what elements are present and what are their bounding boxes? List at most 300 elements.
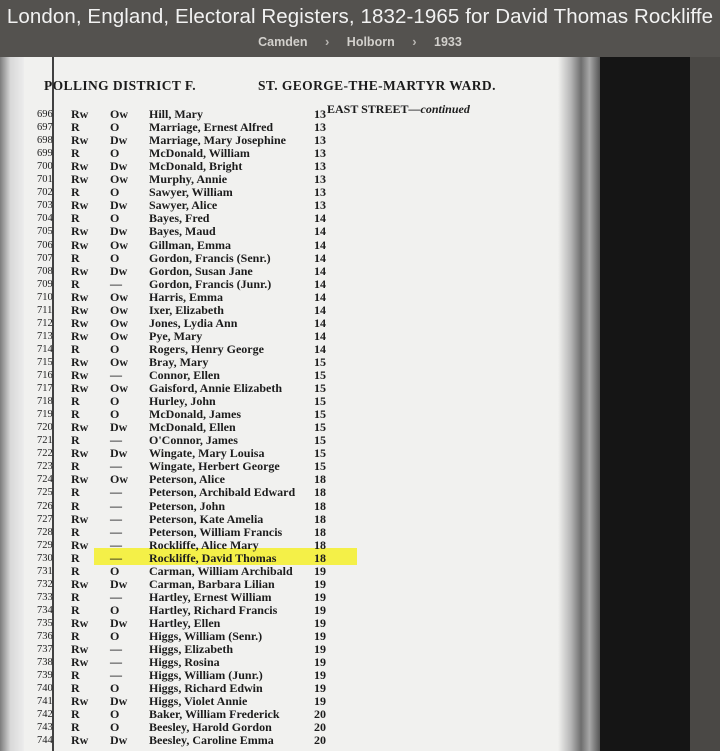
elector-name: Hartley, Richard Francis bbox=[149, 602, 278, 617]
register-entry bbox=[24, 604, 584, 617]
house-number: 18 bbox=[314, 550, 326, 565]
house-number: 19 bbox=[314, 681, 326, 696]
occupation-code: — bbox=[110, 276, 122, 291]
occupation-code: — bbox=[110, 524, 122, 539]
occupation-code: O bbox=[110, 563, 120, 578]
register-entry bbox=[24, 434, 584, 447]
occupation-code: Dw bbox=[110, 615, 128, 630]
occupation-code: — bbox=[110, 537, 122, 552]
elector-name: Bayes, Maud bbox=[149, 224, 216, 239]
qualification-code: Rw bbox=[71, 315, 89, 330]
occupation-code: — bbox=[110, 668, 122, 683]
house-number: 13 bbox=[314, 159, 326, 174]
house-number: 19 bbox=[314, 615, 326, 630]
occupation-code: Ow bbox=[110, 315, 128, 330]
occupation-code: Dw bbox=[110, 133, 128, 148]
qualification-code: R bbox=[71, 485, 80, 500]
qualification-code: R bbox=[71, 120, 80, 135]
house-number: 15 bbox=[314, 433, 326, 448]
register-entry bbox=[24, 369, 584, 382]
qualification-code: R bbox=[71, 459, 80, 474]
occupation-code: Dw bbox=[110, 159, 128, 174]
house-number: 14 bbox=[314, 315, 326, 330]
occupation-code: — bbox=[110, 642, 122, 657]
elector-name: Higgs, William (Senr.) bbox=[149, 629, 263, 643]
entry-number: 720 bbox=[37, 422, 53, 434]
house-number: 13 bbox=[314, 185, 326, 200]
house-number: 15 bbox=[314, 354, 326, 369]
occupation-code: — bbox=[110, 485, 122, 500]
qualification-code: Rw bbox=[71, 354, 89, 369]
house-number: 20 bbox=[314, 720, 326, 735]
entry-number: 735 bbox=[37, 617, 53, 629]
elector-name: Hartley, Ellen bbox=[149, 615, 221, 630]
register-entry bbox=[24, 395, 584, 408]
occupation-code: Dw bbox=[110, 198, 128, 213]
house-number: 15 bbox=[314, 446, 326, 461]
entry-number: 709 bbox=[37, 278, 53, 290]
qualification-code: Rw bbox=[71, 224, 89, 239]
occupation-code: O bbox=[110, 681, 120, 696]
occupation-code: Dw bbox=[110, 694, 128, 709]
qualification-code: Rw bbox=[71, 655, 89, 670]
register-entry bbox=[24, 734, 584, 747]
house-number: 19 bbox=[314, 668, 326, 683]
house-number: 13 bbox=[314, 146, 326, 161]
occupation-code: Dw bbox=[110, 420, 128, 435]
house-number: 13 bbox=[314, 107, 326, 121]
elector-name: Bayes, Fred bbox=[149, 211, 210, 226]
elector-name: Harris, Emma bbox=[149, 289, 223, 304]
occupation-code: — bbox=[110, 459, 122, 474]
house-number: 18 bbox=[314, 472, 326, 487]
register-entry bbox=[24, 252, 584, 265]
register-entry bbox=[24, 552, 584, 565]
entry-number: 699 bbox=[37, 148, 53, 160]
entry-number: 718 bbox=[37, 396, 53, 408]
elector-name: Gaisford, Annie Elizabeth bbox=[149, 381, 283, 396]
register-entry bbox=[24, 656, 584, 669]
house-number: 20 bbox=[314, 707, 326, 722]
qualification-code: R bbox=[71, 563, 80, 578]
entry-number: 708 bbox=[37, 265, 53, 277]
entry-number: 717 bbox=[37, 383, 53, 395]
entry-number: 707 bbox=[37, 252, 53, 264]
occupation-code: O bbox=[110, 211, 120, 226]
entry-number: 698 bbox=[37, 135, 53, 147]
occupation-code: — bbox=[110, 433, 122, 448]
house-number: 19 bbox=[314, 629, 326, 643]
entry-number: 733 bbox=[37, 591, 53, 603]
entry-number: 739 bbox=[37, 670, 53, 682]
qualification-code: R bbox=[71, 629, 80, 643]
qualification-code: Rw bbox=[71, 615, 89, 630]
entry-number: 700 bbox=[37, 161, 53, 173]
register-entry bbox=[24, 473, 584, 486]
register-entry bbox=[24, 199, 584, 212]
house-number: 18 bbox=[314, 537, 326, 552]
elector-name: McDonald, Bright bbox=[149, 159, 243, 174]
occupation-code: O bbox=[110, 602, 120, 617]
occupation-code: O bbox=[110, 250, 120, 265]
street-continued: —continued bbox=[408, 102, 470, 116]
house-number: 19 bbox=[314, 602, 326, 617]
house-number: 19 bbox=[314, 694, 326, 709]
register-entry bbox=[24, 186, 584, 199]
house-number: 18 bbox=[314, 498, 326, 513]
qualification-code: R bbox=[71, 407, 80, 422]
entry-number: 737 bbox=[37, 644, 53, 656]
street-name: EAST STREET bbox=[327, 102, 409, 116]
elector-name: McDonald, William bbox=[149, 146, 250, 161]
qualification-code: R bbox=[71, 211, 80, 226]
register-entry bbox=[24, 565, 584, 578]
entry-number: 706 bbox=[37, 239, 53, 251]
qualification-code: R bbox=[71, 524, 80, 539]
house-number: 13 bbox=[314, 133, 326, 148]
elector-name: Higgs, Richard Edwin bbox=[149, 681, 263, 696]
chevron-right-icon: › bbox=[324, 34, 330, 49]
entry-number: 725 bbox=[37, 487, 53, 499]
house-number: 18 bbox=[314, 511, 326, 526]
occupation-code: Dw bbox=[110, 576, 128, 591]
register-entry bbox=[24, 317, 584, 330]
viewer-edge bbox=[690, 57, 720, 751]
register-entry bbox=[24, 330, 584, 343]
register-entry bbox=[24, 278, 584, 291]
register-entry bbox=[24, 682, 584, 695]
house-number: 14 bbox=[314, 211, 326, 226]
breadcrumb-1933[interactable]: 1933 bbox=[434, 35, 462, 49]
qualification-code: R bbox=[71, 394, 80, 409]
breadcrumb-camden[interactable]: Camden bbox=[258, 35, 308, 49]
elector-name: Carman, Barbara Lilian bbox=[149, 576, 275, 591]
register-entry bbox=[24, 695, 584, 708]
house-number: 18 bbox=[314, 524, 326, 539]
elector-name: Hartley, Ernest William bbox=[149, 589, 272, 604]
qualification-code: Rw bbox=[71, 694, 89, 709]
occupation-code: Ow bbox=[110, 107, 128, 121]
entry-number: 713 bbox=[37, 330, 53, 342]
polling-district-heading: POLLING DISTRICT F. bbox=[44, 78, 197, 93]
elector-name: Carman, William Archibald bbox=[149, 563, 293, 578]
record-title: London, England, Electoral Registers, 1832-1965 for David Thomas Rockliffe bbox=[6, 5, 714, 28]
register-entry bbox=[24, 108, 584, 121]
qualification-code: R bbox=[71, 341, 80, 356]
house-number: 14 bbox=[314, 276, 326, 291]
register-entry bbox=[24, 526, 584, 539]
register-entry bbox=[24, 421, 584, 434]
register-entry bbox=[24, 486, 584, 499]
qualification-code: Rw bbox=[71, 328, 89, 343]
qualification-code: Rw bbox=[71, 289, 89, 304]
register-entry bbox=[24, 591, 584, 604]
register-entry bbox=[24, 121, 584, 134]
house-number: 15 bbox=[314, 420, 326, 435]
occupation-code: Ow bbox=[110, 289, 128, 304]
elector-name: Higgs, William (Junr.) bbox=[149, 668, 263, 683]
entry-number: 728 bbox=[37, 526, 53, 538]
entry-number: 702 bbox=[37, 187, 53, 199]
entry-number: 724 bbox=[37, 474, 53, 486]
elector-name: Higgs, Elizabeth bbox=[149, 642, 234, 657]
qualification-code: Rw bbox=[71, 381, 89, 396]
house-number: 15 bbox=[314, 407, 326, 422]
entry-number: 697 bbox=[37, 122, 53, 134]
qualification-code: R bbox=[71, 681, 80, 696]
elector-name: Wingate, Herbert George bbox=[149, 459, 280, 474]
house-number: 13 bbox=[314, 120, 326, 135]
house-number: 15 bbox=[314, 459, 326, 474]
qualification-code: Rw bbox=[71, 368, 89, 382]
house-number: 18 bbox=[314, 485, 326, 500]
register-entry bbox=[24, 239, 584, 252]
register-entry bbox=[24, 408, 584, 421]
entry-number: 734 bbox=[37, 604, 53, 616]
entry-number: 715 bbox=[37, 356, 53, 368]
elector-name: Higgs, Rosina bbox=[149, 655, 220, 670]
entry-number: 714 bbox=[37, 343, 53, 355]
entry-number: 731 bbox=[37, 565, 53, 577]
occupation-code: — bbox=[110, 550, 122, 565]
occupation-code: — bbox=[110, 498, 122, 513]
entry-number: 696 bbox=[37, 109, 53, 120]
qualification-code: Rw bbox=[71, 733, 89, 748]
entry-number: 711 bbox=[37, 304, 53, 316]
qualification-code: Rw bbox=[71, 302, 89, 317]
occupation-code: Ow bbox=[110, 328, 128, 343]
qualification-code: R bbox=[71, 433, 80, 448]
elector-name: Pye, Mary bbox=[149, 328, 203, 343]
register-entry bbox=[24, 669, 584, 682]
entry-number: 703 bbox=[37, 200, 53, 212]
elector-name: Bray, Mary bbox=[149, 354, 209, 369]
occupation-code: O bbox=[110, 720, 120, 735]
book-gutter bbox=[558, 57, 600, 751]
entry-number: 736 bbox=[37, 631, 53, 642]
elector-name: Ixer, Elizabeth bbox=[149, 302, 224, 317]
scan-background bbox=[600, 57, 690, 751]
register-entry bbox=[24, 643, 584, 656]
elector-name: Peterson, Kate Amelia bbox=[149, 511, 264, 526]
qualification-code: Rw bbox=[71, 537, 89, 552]
occupation-code: O bbox=[110, 629, 120, 643]
entry-number: 744 bbox=[37, 735, 53, 747]
elector-name: Gordon, Francis (Senr.) bbox=[149, 250, 271, 265]
entry-number: 721 bbox=[37, 435, 53, 447]
register-entry bbox=[24, 356, 584, 369]
qualification-code: R bbox=[71, 668, 80, 683]
house-number: 19 bbox=[314, 563, 326, 578]
elector-name: Hurley, John bbox=[149, 394, 216, 409]
qualification-code: Rw bbox=[71, 172, 89, 187]
occupation-code: Ow bbox=[110, 302, 128, 317]
entry-number: 742 bbox=[37, 709, 53, 721]
elector-name: McDonald, Ellen bbox=[149, 420, 236, 435]
elector-name: O'Connor, James bbox=[149, 433, 238, 448]
qualification-code: R bbox=[71, 589, 80, 604]
entry-number: 704 bbox=[37, 213, 53, 225]
breadcrumb-holborn[interactable]: Holborn bbox=[346, 35, 395, 49]
qualification-code: Rw bbox=[71, 237, 89, 252]
register-entry bbox=[24, 147, 584, 160]
occupation-code: Ow bbox=[110, 237, 128, 252]
register-entry bbox=[24, 343, 584, 356]
entry-number: 719 bbox=[37, 409, 53, 421]
occupation-code: Dw bbox=[110, 733, 128, 748]
occupation-code: O bbox=[110, 407, 120, 422]
entry-number: 741 bbox=[37, 696, 53, 708]
elector-name: Marriage, Ernest Alfred bbox=[149, 120, 274, 135]
occupation-code: O bbox=[110, 394, 120, 409]
entry-number: 712 bbox=[37, 317, 53, 329]
qualification-code: Rw bbox=[71, 472, 89, 487]
register-entry bbox=[24, 500, 584, 513]
house-number: 14 bbox=[314, 237, 326, 252]
elector-name: Sawyer, William bbox=[149, 185, 233, 200]
entry-number: 729 bbox=[37, 539, 53, 551]
qualification-code: Rw bbox=[71, 263, 89, 278]
register-entry bbox=[24, 617, 584, 630]
elector-name: Jones, Lydia Ann bbox=[149, 315, 238, 330]
elector-name: Peterson, William Francis bbox=[149, 524, 283, 539]
qualification-code: R bbox=[71, 250, 80, 265]
qualification-code: Rw bbox=[71, 107, 89, 121]
entry-number: 722 bbox=[37, 448, 53, 460]
house-number: 14 bbox=[314, 289, 326, 304]
elector-name: Peterson, John bbox=[149, 498, 225, 513]
scan-edge bbox=[0, 57, 26, 751]
house-number: 20 bbox=[314, 733, 326, 748]
breadcrumb bbox=[0, 34, 720, 49]
register-entry bbox=[24, 291, 584, 304]
house-number: 19 bbox=[314, 576, 326, 591]
register-entry bbox=[24, 721, 584, 734]
elector-name: Peterson, Archibald Edward bbox=[149, 485, 296, 500]
occupation-code: — bbox=[110, 655, 122, 670]
house-number: 14 bbox=[314, 263, 326, 278]
house-number: 14 bbox=[314, 302, 326, 317]
house-number: 15 bbox=[314, 381, 326, 396]
register-entry bbox=[24, 160, 584, 173]
occupation-code: O bbox=[110, 707, 120, 722]
house-number: 19 bbox=[314, 655, 326, 670]
elector-name: McDonald, James bbox=[149, 407, 241, 422]
house-number: 14 bbox=[314, 250, 326, 265]
house-number: 14 bbox=[314, 224, 326, 239]
qualification-code: R bbox=[71, 720, 80, 735]
entry-number: 726 bbox=[37, 500, 53, 512]
occupation-code: O bbox=[110, 341, 120, 356]
house-number: 19 bbox=[314, 642, 326, 657]
page-header bbox=[0, 0, 720, 57]
entry-number: 727 bbox=[37, 513, 53, 525]
register-entry bbox=[24, 382, 584, 395]
entry-number: 743 bbox=[37, 722, 53, 734]
elector-name: Murphy, Annie bbox=[149, 172, 228, 187]
elector-name: Rogers, Henry George bbox=[149, 341, 264, 356]
occupation-code: — bbox=[110, 511, 122, 526]
register-entry bbox=[24, 225, 584, 238]
register-entry bbox=[24, 447, 584, 460]
register-entry bbox=[24, 630, 584, 643]
qualification-code: Rw bbox=[71, 642, 89, 657]
elector-name: Baker, William Frederick bbox=[149, 707, 280, 722]
qualification-code: R bbox=[71, 707, 80, 722]
occupation-code: Ow bbox=[110, 381, 128, 396]
register-entry bbox=[24, 212, 584, 225]
register-entry bbox=[24, 578, 584, 591]
entry-number: 740 bbox=[37, 683, 53, 695]
elector-name: Beesley, Harold Gordon bbox=[149, 720, 272, 735]
register-entry bbox=[24, 265, 584, 278]
elector-name: Connor, Ellen bbox=[149, 368, 220, 382]
elector-name: Marriage, Mary Josephine bbox=[149, 133, 286, 148]
entry-number: 730 bbox=[37, 552, 53, 564]
entry-number: 716 bbox=[37, 370, 53, 381]
occupation-code: O bbox=[110, 185, 120, 200]
occupation-code: — bbox=[110, 368, 122, 382]
occupation-code: Dw bbox=[110, 446, 128, 461]
qualification-code: R bbox=[71, 602, 80, 617]
chevron-right-icon: › bbox=[412, 34, 417, 49]
qualification-code: R bbox=[71, 276, 80, 291]
qualification-code: Rw bbox=[71, 420, 89, 435]
entry-number: 701 bbox=[37, 174, 53, 186]
qualification-code: R bbox=[71, 185, 80, 200]
occupation-code: Ow bbox=[110, 472, 128, 487]
elector-name: Peterson, Alice bbox=[149, 472, 225, 487]
entry-number: 732 bbox=[37, 578, 53, 590]
elector-name: Wingate, Mary Louisa bbox=[149, 446, 265, 461]
house-number: 19 bbox=[314, 589, 326, 604]
occupation-code: Ow bbox=[110, 354, 128, 369]
register-entry bbox=[24, 304, 584, 317]
image-viewer[interactable] bbox=[0, 57, 720, 751]
occupation-code: Dw bbox=[110, 263, 128, 278]
elector-name: Rockliffe, David Thomas bbox=[149, 550, 277, 565]
register-entry bbox=[24, 513, 584, 526]
elector-name: Higgs, Violet Annie bbox=[149, 694, 248, 709]
house-number: 14 bbox=[314, 328, 326, 343]
ward-heading: ST. GEORGE-THE-MARTYR WARD. bbox=[258, 78, 496, 93]
elector-name: Sawyer, Alice bbox=[149, 198, 218, 213]
house-number: 15 bbox=[314, 368, 326, 382]
house-number: 14 bbox=[314, 341, 326, 356]
elector-name: Gillman, Emma bbox=[149, 237, 232, 252]
elector-name: Gordon, Francis (Junr.) bbox=[149, 276, 272, 291]
occupation-code: Ow bbox=[110, 172, 128, 187]
occupation-code: O bbox=[110, 146, 120, 161]
qualification-code: Rw bbox=[71, 133, 89, 148]
elector-name: Rockliffe, Alice Mary bbox=[149, 537, 259, 552]
register-page bbox=[24, 57, 600, 751]
entry-number: 738 bbox=[37, 657, 53, 669]
entry-number: 705 bbox=[37, 226, 53, 238]
house-number: 13 bbox=[314, 198, 326, 213]
occupation-code: O bbox=[110, 120, 120, 135]
entry-number: 710 bbox=[37, 291, 53, 303]
register-entry bbox=[24, 460, 584, 473]
house-number: 13 bbox=[314, 172, 326, 187]
register-entry bbox=[24, 134, 584, 147]
register-entry bbox=[24, 539, 584, 552]
house-number: 15 bbox=[314, 394, 326, 409]
qualification-code: Rw bbox=[71, 446, 89, 461]
qualification-code: Rw bbox=[71, 198, 89, 213]
elector-name: Gordon, Susan Jane bbox=[149, 263, 253, 278]
register-entry bbox=[24, 173, 584, 186]
